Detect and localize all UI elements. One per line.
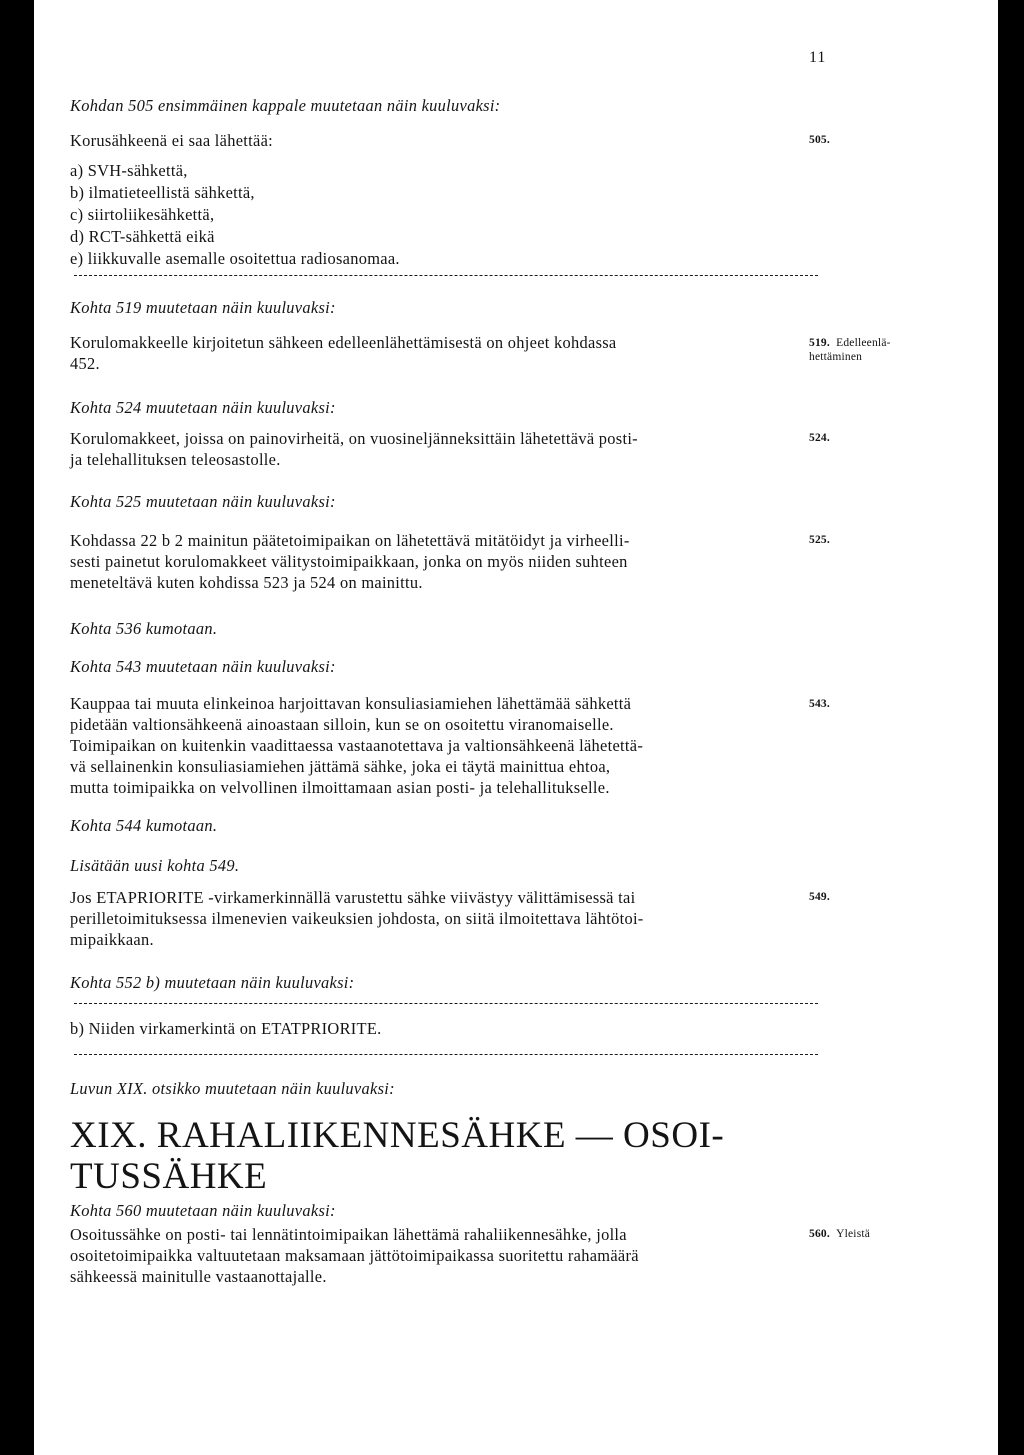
section-552-heading: Kohta 552 b) muutetaan näin kuuluvaksi: [70,973,355,992]
section-505-heading: Kohdan 505 ensimmäinen kappale muutetaan näin kuuluvaksi: [70,96,501,115]
text-line: Kauppaa tai muuta elinkeinoa harjoittavan konsuliasiamiehen lähettämää sähkettä [70,694,632,713]
chapter-title-line: TUSSÄHKE [70,1156,268,1197]
omission-divider [74,1054,818,1055]
text-line: Korulomakkeet, joissa on painovirheitä, on vuosineljänneksittäin lähetettävä posti- [70,429,638,448]
list-item-e: e) liikkuvalle asemalle osoitettua radiosanomaa. [70,249,400,268]
margin-label: Edelleenlä- [836,337,891,349]
margin-label: hettäminen [809,351,863,363]
text-line: mutta toimipaikka on velvollinen ilmoittamaan asian posti- ja telehallitukselle. [70,778,610,797]
section-543-heading: Kohta 543 muutetaan näin kuuluvaksi: [70,657,336,676]
text-line: 452. [70,354,100,373]
margin-524: 524. [809,432,830,444]
text-line: osoitetoimipaikka valtuutetaan maksamaan jättötoimipaikassa suoritettu rahamäärä [70,1246,639,1265]
chapter-title-line: XIX. RAHALIIKENNESÄHKE — OSOI- [70,1115,725,1156]
margin-560 [809,1227,870,1241]
text-line: sähkeessä mainitulle vastaanottajalle. [70,1267,327,1286]
omission-divider [74,1003,818,1004]
text-line: Osoitussähke on posti- tai lennätintoimipaikan lähettämä rahaliikennesähke, jolla [70,1225,627,1244]
text-line: Kohdassa 22 b 2 mainitun päätetoimipaikan on lähetettävä mitätöidyt ja virheelli- [70,531,630,550]
margin-number: 560. [809,1228,830,1240]
section-519-heading: Kohta 519 muutetaan näin kuuluvaksi: [70,298,336,317]
section-524-heading: Kohta 524 muutetaan näin kuuluvaksi: [70,398,336,417]
omission-divider [74,275,818,276]
section-560-heading: Kohta 560 muutetaan näin kuuluvaksi: [70,1201,336,1220]
chapter-heading-note: Luvun XIX. otsikko muutetaan näin kuuluvaksi: [70,1079,395,1098]
text-line: vä sellainenkin konsuliasiamiehen jättämä sähke, joka ei täytä mainittua ehtoa, [70,757,611,776]
list-item-a: a) SVH-sähkettä, [70,161,188,180]
section-544-heading: Kohta 544 kumotaan. [70,816,218,835]
text-line: meneteltävä kuten kohdissa 523 ja 524 on mainittu. [70,573,423,592]
margin-525: 525. [809,534,830,546]
text-line: pidetään valtionsähkeenä ainoastaan silloin, kun se on osoitettu viranomaiselle. [70,715,614,734]
section-552-text: b) Niiden virkamerkintä on ETATPRIORITE. [70,1019,382,1038]
text-line: Jos ETAPRIORITE -virkamerkinnällä varustettu sähke viivästyy välittämisessä tai [70,888,636,907]
text-line: ja telehallituksen teleosastolle. [70,450,281,469]
margin-519 [809,336,891,364]
margin-549: 549. [809,891,830,903]
section-549-heading: Lisätään uusi kohta 549. [70,856,240,875]
section-525-text [70,530,822,593]
section-560-text [70,1224,822,1287]
section-519-text [70,332,822,374]
list-item-b: b) ilmatieteellistä sähkettä, [70,183,255,202]
margin-label: Yleistä [836,1228,871,1240]
text-line: Toimipaikan on kuitenkin vaadittaessa vastaanotettava ja valtionsähkeenä lähetettä- [70,736,644,755]
list-item-d: d) RCT-sähkettä eikä [70,227,215,246]
chapter-title [70,1115,790,1197]
text-line: perilletoimituksessa ilmenevien vaikeuksien johdosta, on siitä ilmoitettava lähtötoi- [70,909,644,928]
list-item-c: c) siirtoliikesähkettä, [70,205,215,224]
section-536-heading: Kohta 536 kumotaan. [70,619,218,638]
margin-505: 505. [809,134,830,146]
section-549-text [70,887,822,950]
text-line: sesti painetut korulomakkeet välitystoimipaikkaan, jonka on myös niiden suhteen [70,552,628,571]
margin-number: 519. [809,337,830,349]
page-number: 11 [809,49,827,66]
section-543-text [70,693,822,798]
margin-543: 543. [809,698,830,710]
document-page [34,0,998,1455]
section-525-heading: Kohta 525 muutetaan näin kuuluvaksi: [70,492,336,511]
text-line: Korulomakkeelle kirjoitetun sähkeen edelleenlähettämisestä on ohjeet kohdassa [70,333,617,352]
section-524-text [70,428,822,470]
section-505-intro: Korusähkeenä ei saa lähettää: [70,131,274,150]
text-line: mipaikkaan. [70,930,154,949]
